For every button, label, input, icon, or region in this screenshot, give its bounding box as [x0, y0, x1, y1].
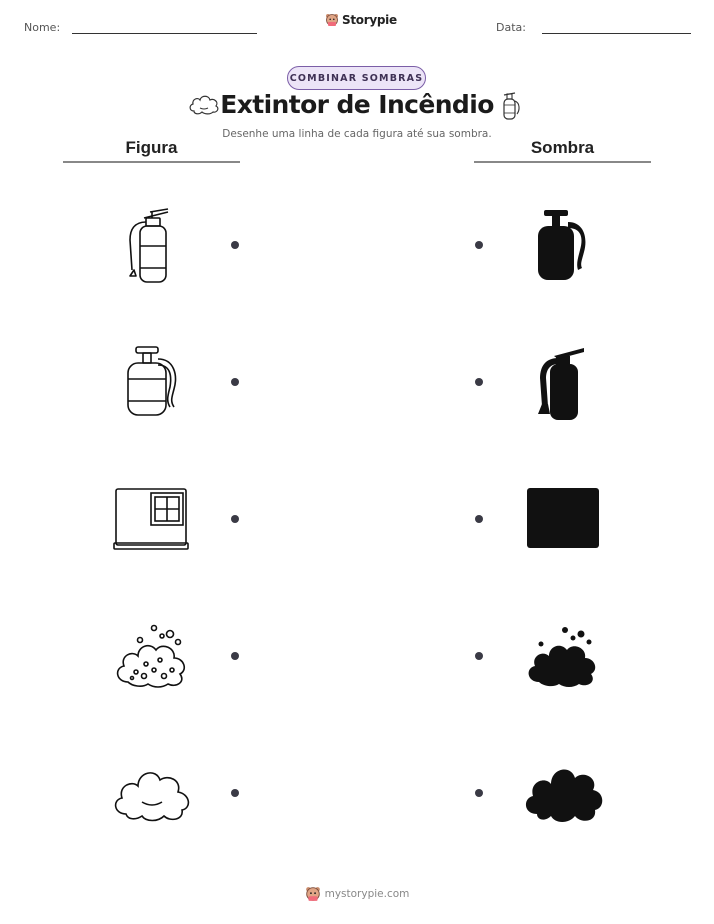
- fire-extinguisher-icon: [124, 206, 176, 284]
- bear-mascot-icon: [325, 13, 339, 27]
- fire-extinguisher-shadow-icon: [538, 344, 586, 422]
- shadow-dot-5[interactable]: [475, 789, 483, 797]
- shadow-dot-2[interactable]: [475, 378, 483, 386]
- figure-dot-5[interactable]: [231, 789, 239, 797]
- activity-badge-label: COMBINAR SOMBRAS: [289, 72, 424, 84]
- shadow-column-heading: Sombra: [530, 138, 595, 157]
- footer: [0, 886, 714, 902]
- window-wall-shadow-icon: [525, 487, 601, 551]
- brand-logo: [325, 13, 397, 27]
- cloud-icon: [112, 762, 192, 824]
- figure-dot-2[interactable]: [231, 378, 239, 386]
- shadow-dot-3[interactable]: [475, 515, 483, 523]
- gas-cylinder-icon: [124, 345, 180, 419]
- cloud-shadow-icon: [523, 760, 603, 824]
- footer-url[interactable]: mystorypie.com: [324, 888, 410, 900]
- name-label: Nome:: [24, 21, 61, 34]
- foam-cloud-shadow-icon: [525, 624, 601, 688]
- date-label: Data:: [496, 21, 526, 34]
- figure-dot-4[interactable]: [231, 652, 239, 660]
- instructions: Desenhe uma linha de cada figura até sua sombra.: [222, 128, 492, 140]
- extinguisher-deco-icon: [497, 90, 523, 122]
- figure-column-heading: Figura: [125, 138, 178, 157]
- shadow-dot-4[interactable]: [475, 652, 483, 660]
- date-line[interactable]: [542, 33, 691, 34]
- bear-mascot-footer-icon: [305, 886, 321, 902]
- activity-badge: [287, 66, 426, 90]
- figure-dot-3[interactable]: [231, 515, 239, 523]
- gas-cylinder-shadow-icon: [534, 208, 590, 282]
- name-line[interactable]: [72, 33, 257, 34]
- page-title: Extintor de Incêndio: [220, 90, 494, 119]
- brand-name: Storypie: [342, 13, 397, 27]
- foam-cloud-icon: [114, 624, 190, 688]
- window-wall-icon: [113, 487, 189, 551]
- shadow-dot-1[interactable]: [475, 241, 483, 249]
- figure-column-underline: [63, 161, 240, 163]
- figure-dot-1[interactable]: [231, 241, 239, 249]
- shadow-column-underline: [474, 161, 651, 163]
